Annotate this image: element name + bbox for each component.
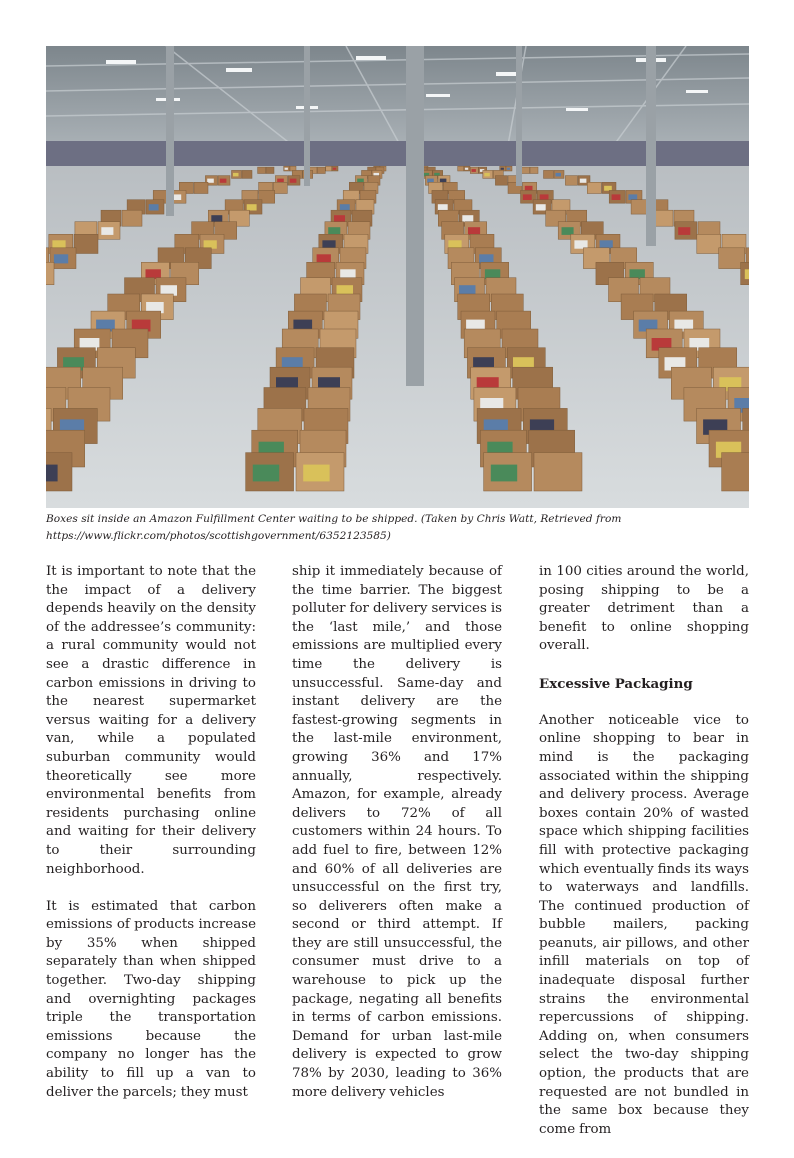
stored-item: [204, 240, 217, 248]
bin: [495, 176, 507, 186]
bin: [522, 167, 530, 173]
section-heading: Excessive Packaging: [539, 675, 693, 692]
bin: [46, 262, 54, 284]
stored-item: [322, 240, 335, 248]
stored-item: [580, 179, 587, 183]
stored-item: [101, 227, 113, 235]
text-column-2: [292, 563, 502, 1121]
paragraph: in 100 cities around the world, posing shipping to be a greater detriment than a benefit to online shopping overall.: [539, 564, 749, 654]
bin: [258, 167, 266, 173]
stored-item: [525, 186, 533, 191]
stored-item: [468, 227, 480, 235]
stored-item: [491, 465, 517, 482]
stored-item: [507, 168, 510, 170]
stored-item: [303, 465, 329, 482]
paragraph: It is important to note that the the impact of a delivery depends heavily on the density of the addressee’s community: a rural community would not see a drastic difference in carbon emissions in driving to the nearest supermarket versus waiting for a delivery van, while a populated suburban community would theoretically see more environmental benefits from residents purchasing online and waiting for their delivery to their surrounding neighborhood.: [46, 564, 256, 877]
bin: [326, 166, 332, 171]
stored-item: [465, 168, 468, 170]
bin: [273, 182, 287, 193]
bin: [587, 182, 601, 193]
stored-item: [247, 204, 257, 210]
stored-item: [678, 227, 690, 235]
stored-item: [220, 179, 227, 183]
warehouse-photo: [46, 46, 749, 508]
stored-item: [562, 227, 574, 235]
bin: [266, 167, 274, 173]
stored-item: [290, 179, 297, 183]
stored-item: [333, 168, 336, 170]
stored-item: [536, 204, 546, 210]
bin: [530, 167, 538, 173]
stored-item: [574, 240, 587, 248]
stored-item: [556, 173, 562, 177]
bin: [534, 453, 582, 491]
stored-item: [149, 204, 159, 210]
bin: [544, 170, 554, 178]
bin: [194, 182, 208, 193]
text-column-3: [539, 563, 749, 1158]
stored-item: [328, 227, 340, 235]
paragraph: It is estimated that carbon emissions of products increase by 35% when shipped separately than when shipped together. Two-day shipping and overnighting packages triple the transportation emissions because the company no longer has the ability to fill up a van to deliver the parcels; they must: [46, 898, 256, 1100]
stored-item: [54, 254, 68, 263]
bin: [317, 167, 325, 173]
stored-item: [501, 168, 504, 170]
bin: [565, 176, 577, 186]
stored-item: [472, 169, 476, 172]
stored-item: [317, 254, 331, 263]
stored-item: [479, 254, 493, 263]
warehouse-illustration: [46, 46, 749, 508]
stored-item: [334, 215, 345, 222]
stored-item: [745, 269, 749, 279]
stored-item: [438, 204, 448, 210]
paragraph: Another noticeable vice to online shopping to bear in mind is the packaging associated within the shipping and delivery process. Average boxes contain 20% of wasted space which shipping facilities fill with protective packaging which eventually finds its ways to waterways and landfills. The continued production of bubble mailers, packing peanuts, air pillows, and other infill materials on top of inadequate disposal further strains the environmental repercussions of shipping. Adding on, when consumers select the two-day shipping option, the products that are requested are not bundled in the same box because they come from: [539, 712, 749, 1137]
bin: [74, 234, 98, 253]
stored-item: [600, 240, 613, 248]
stored-item: [285, 168, 288, 170]
stored-item: [46, 465, 58, 482]
text-column-1: [46, 563, 256, 1121]
stored-item: [484, 173, 490, 177]
photo-caption: Boxes sit inside an Amazon Fulfillment Center waiting to be shipped. (Taken by Chris Watt, Retrieved from https://www.flickr.com/photos/scottishgovernment/6352123585): [46, 513, 622, 542]
stored-item: [628, 194, 637, 200]
stored-item: [233, 173, 239, 177]
bin: [722, 453, 749, 491]
stored-item: [612, 194, 621, 200]
bin: [458, 166, 464, 171]
stored-item: [523, 194, 532, 200]
stored-item: [448, 240, 461, 248]
bin: [242, 170, 252, 178]
stored-item: [211, 215, 222, 222]
stored-item: [604, 186, 612, 191]
bin: [122, 210, 142, 226]
stored-item: [253, 465, 279, 482]
stored-item: [52, 240, 65, 248]
stored-item: [540, 194, 549, 200]
stored-item: [462, 215, 473, 222]
bin: [697, 234, 721, 253]
paragraph: ship it immediately because of the time barrier. The biggest polluter for delivery services is the ‘last mile,’ and those emissions are multiplied every time the delivery is unsuccessful. Same-day and instant delivery are the fastest-growing segments in the last-mile environment, growing 36% and 17% annually, respectively. Amazon, for example, already delivers to 72% of all customers within 24 hours. To add fuel to fire, between 12% and 60% of all deliveries are unsuccessful on the first try, so deliverers often make a second or third attempt. If they are still unsuccessful, the consumer must drive to a warehouse to pick up the package, negating all benefits in terms of carbon emissions. Demand for urban last-mile delivery is expected to grow 78% by 2030, leading to 36% more delivery vehicles: [292, 564, 502, 1100]
stored-item: [340, 204, 350, 210]
